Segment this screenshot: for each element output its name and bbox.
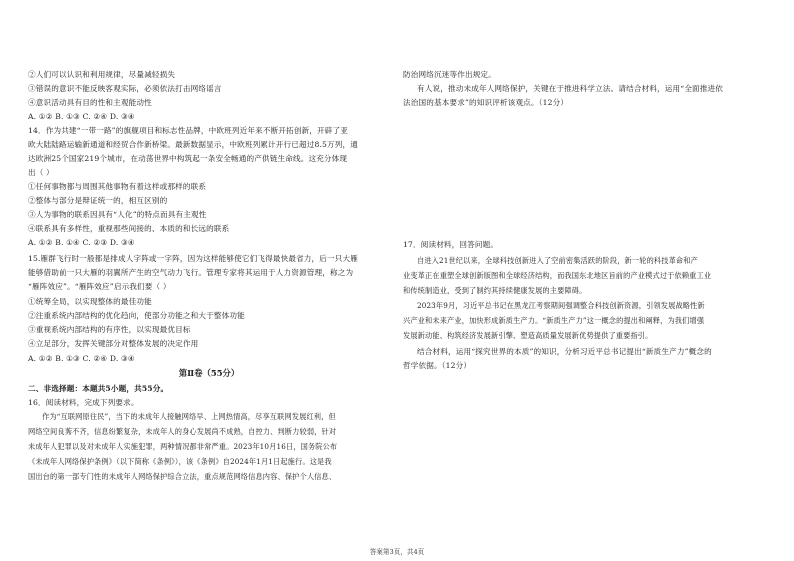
q17-stem: 17．阅读材料，回答问题。 xyxy=(403,240,499,249)
q17-material-line: 业变革正在重塑全球创新版图和全球经济结构，而我国东北地区旨前的产业模式过于依赖重工业 xyxy=(403,271,712,280)
prev-option-2: ②人们可以认识和利用规律，尽量减轻损失 xyxy=(28,70,176,79)
q16-continuation: 防治网络沉迷等作出规定。 xyxy=(403,70,496,79)
q15-stem-line: “雁阵效应”。“雁阵效应”启示我们要（ ） xyxy=(28,282,171,291)
q15-option: ④立足部分，发挥关键部分对整体发展的决定作用 xyxy=(28,339,199,348)
q15-option: ③重视系统内部结构的有序性，以实现最优目标 xyxy=(28,325,191,334)
q17-material-line: 和传统制造业，受到了制约其持续健康发展的主要障碍。 xyxy=(403,286,587,295)
q15-stem-line: 15.雁群飞行时一般都是排成人字阵或一字阵，因为这样能够使它们飞得最快最省力，后一只大雁 xyxy=(28,254,359,263)
q15-choices: A. ①② B. ①③ C. ②④ D. ③④ xyxy=(28,354,135,363)
q16-task-line: 有人说，推动未成年人网络保护，关键在于推进科学立法。请结合材料，运用“全面推进依 xyxy=(417,84,724,93)
q17-material-line: 2023年9月，习近平总书记在黑龙江考察期间强调整合科技创新资源，引领发展战略性新 xyxy=(417,301,705,310)
section-title: 第Ⅱ卷（55分） xyxy=(178,368,240,378)
q16-material-line: 作为“互联网原住民”，当下的未成年人接触网络早、上网热情高，尽享互联网发展红利，但 xyxy=(42,412,336,421)
prev-option-3: ③错误的意识不能反映客观实际，必须依法打击网络谣言 xyxy=(28,84,222,93)
q15-option: ①统筹全局，以实现整体的最佳功能 xyxy=(28,297,152,306)
q16-material-line: 网络空间良莠不齐，信息纷繁复杂，未成年人的身心发展尚不成熟，自控力、判断力较弱，针对 xyxy=(28,427,337,436)
q14-choices: A. ①② B. ①④ C. ②③ D. ③④ xyxy=(28,238,135,247)
q14-option: ①任何事物都与周围其他事物有着这样或那样的联系 xyxy=(28,182,207,191)
q17-task-line: 哲学依据。（12分） xyxy=(403,361,472,370)
q17-material-line: 发展新动能、构筑经济发展新引擎、塑造高质量发展新优势提供了重要指引。 xyxy=(403,331,653,340)
q17-task-line: 结合材料，运用“探究世界的本质”的知识，分析习近平总书记提出“新质生产力”概念的 xyxy=(417,347,712,356)
q14-option: ④联系具有多样性，重视那些间接的、本质的和长远的联系 xyxy=(28,224,230,233)
q14-stem-line: 达欧洲25个国家219个城市，在动荡世界中构筑起一条安全畅通的产供链生命线。这充分体现 xyxy=(28,154,348,163)
q15-option: ②注重系统内部结构的优化趋向，使部分功能之和大于整体功能 xyxy=(28,311,245,320)
prev-choices: A. ①② B. ①③ C. ②④ D. ③④ xyxy=(28,112,135,121)
q16-stem: 16．阅读材料，完成下列要求。 xyxy=(28,398,139,407)
q16-task-line: 法治国的基本要求”的知识评析该观点。（12分） xyxy=(403,98,569,107)
q16-material-line: 国出台的第一部专门性的未成年人网络保护综合立法，重点规范网络信息内容、保护个人信息、 xyxy=(28,472,337,481)
q17-material-line: 自进入21世纪以来，全球科技创新进入了空前密集活跃的阶段，新一轮的科技革命和产 xyxy=(417,256,698,265)
q14-stem-line: 出（ ） xyxy=(28,168,54,177)
section-heading: 二、非选择题：本题共5小题，共55分。 xyxy=(28,384,169,393)
q14-option: ②整体与部分是辩证统一的，相互区别的 xyxy=(28,196,168,205)
q16-material-line: 未成年人犯罪以及对未成年人实施犯罪，两种情况都非常严重。2023年10月16日，国务院公布 xyxy=(28,442,338,451)
q14-stem-line: 14．作为共建“一带一路”的旗舰项目和标志性品牌，中欧班列近年来不断开拓创新，开辟了亚 xyxy=(28,126,349,135)
q16-material-line: 《未成年人网络保护条例》（以下简称《条例》），该《条例》自2024年1月1日起施行。这是我 xyxy=(28,457,332,466)
q14-stem-line: 欧大陆陆路运输新通道和经贸合作新桥梁。最新数据显示，中欧班列累计开行已超过8.5万列，通 xyxy=(28,140,359,149)
q14-option: ③人为事物的联系因具有“人化”的特点而具有主观性 xyxy=(28,210,207,219)
page-footer: 答案第3页，共4页 xyxy=(369,548,425,556)
prev-option-4: ④意识活动具有目的性和主观能动性 xyxy=(28,98,152,107)
q17-material-line: 兴产业和未来产业，加快形成新质生产力。“新质生产力”这一概念的提出和阐释，为我们增强 xyxy=(403,316,705,325)
q15-stem-line: 能够借助前一只大雁的羽翼所产生的空气动力飞行。管理专家将其运用于人力资源管理，称之为 xyxy=(28,268,354,277)
